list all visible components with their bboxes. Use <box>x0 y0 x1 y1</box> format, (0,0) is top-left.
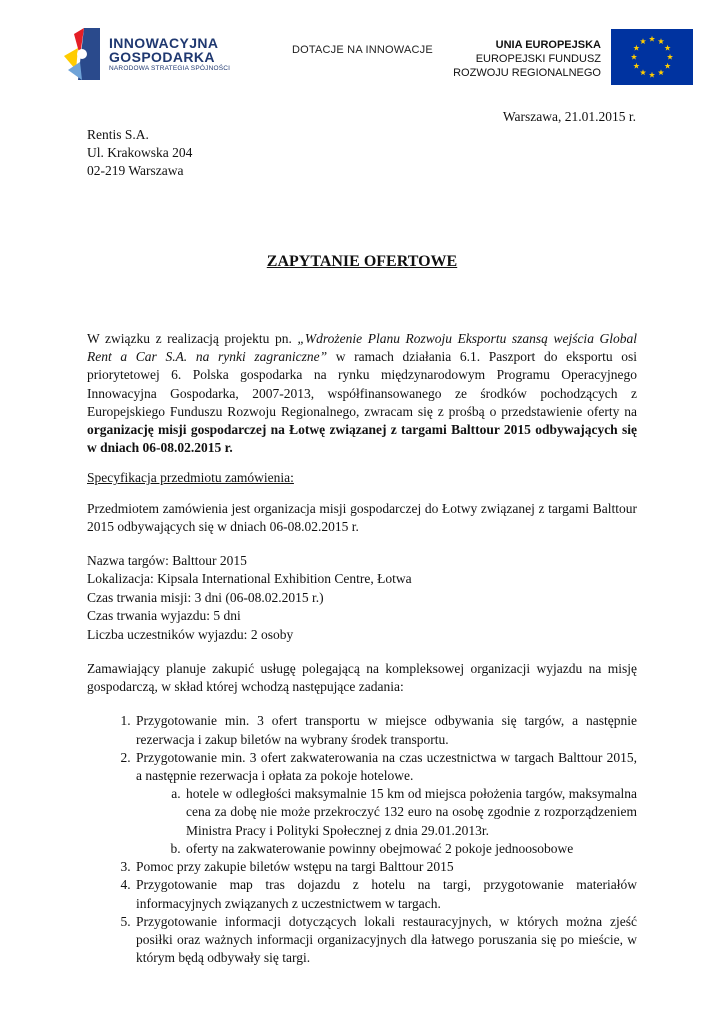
eu-line2: EUROPEJSKI FUNDUSZ <box>475 53 601 65</box>
intro-paragraph <box>87 330 637 457</box>
innowacyjna-gospodarka-text <box>109 36 230 74</box>
subtask-list <box>136 785 637 858</box>
tasks-list <box>87 712 637 967</box>
task-item: 1. Przygotowanie min. 3 ofert transportu w miejsce odbywania się targów, a następnie rezerwacja i zakup biletów na wybrany środek transportu. <box>134 712 637 748</box>
detail-item: Czas trwania wyjazdu: 5 dni <box>87 608 241 624</box>
subtask-item: a. hotele w odległości maksymalnie 15 km od miejsca położenia targów, maksymalna cena za dobę nie może przekroczyć 132 euro na osobę zgodnie z rozporządzeniem Ministra Pracy i Polityki Społecznej z dnia 29.01.2013r. <box>184 785 637 840</box>
plan-paragraph: Zamawiający planuje zakupić usługę polegającą na kompleksowej organizacji wyjazdu na misję gospodarczą, w skład której wchodzą następujące zadania: <box>87 661 637 695</box>
letter-body <box>87 330 637 967</box>
letterhead <box>0 0 724 100</box>
address-line: 02-219 Warszawa <box>87 163 184 178</box>
details-list <box>87 552 637 644</box>
subtask-item: b. oferty na zakwaterowanie powinny obejmować 2 pokoje jednoosobowe <box>184 840 637 858</box>
detail-item: Nazwa targów: Balttour 2015 <box>87 553 247 569</box>
detail-item: Lokalizacja: Kipsala International Exhibition Centre, Łotwa <box>87 571 412 587</box>
spec-heading: Specyfikacja przedmiotu zamówienia: <box>87 470 294 486</box>
address-line: Rentis S.A. <box>87 127 149 142</box>
task-item: 2. Przygotowanie min. 3 ofert zakwaterowania na czas uczestnictwa w targach Balttour 2015, a następnie rezerwacja i opłata za pokoje hotelowe. a. hotele w odległości maksymalnie 15 km od miejsca położenia targów, maksymalna cena za dobę nie może przekroczyć 132 euro na osobę zgodnie z rozporządzeniem Ministra Pracy i Polityki Społecznej z dnia 29.01.2013r. b. oferty na zakwaterowanie powinny obejmować 2 pokoje jednoosobowe <box>134 749 637 858</box>
project-name: „Wdrożenie Planu Rozwoju Eksportu szansą wejścia Global Rent a Car S.A. na rynki zagraniczne” <box>87 331 637 365</box>
innowacyjna-gospodarka-logo-icon <box>62 26 102 82</box>
eu-flag-icon <box>611 29 693 85</box>
task-item: 4. Przygotowanie map tras dojazdu z hotelu na targi, przygotowanie materiałów informacyjnych związanych z uczestnictwem w targach. <box>134 876 637 912</box>
ig-line3: NARODOWA STRATEGIA SPÓJNOŚCI <box>109 65 231 72</box>
task-item: 3. Pomoc przy zakupie biletów wstępu na targi Balttour 2015 <box>134 858 637 876</box>
recipient-address <box>87 126 192 180</box>
eu-text <box>453 38 601 80</box>
intro-bold: organizację misji gospodarczej na Łotwę związanej z targami Balttour 2015 odbywających się w dniach 06-08.02.2015 r. <box>87 422 637 456</box>
address-line: Ul. Krakowska 204 <box>87 145 193 160</box>
eu-line3: ROZWOJU REGIONALNEGO <box>453 67 601 79</box>
task-item: 5. Przygotowanie informacji dotyczących lokali restauracyjnych, w których można zjeść posiłki oraz ważnych informacji organizacyjnych dla łatwego poruszania się po mieście, w którym będą odbywały się targi. <box>134 913 637 968</box>
eu-line1: UNIA EUROPEJSKA <box>495 39 601 51</box>
detail-item: Liczba uczestników wyjazdu: 2 osoby <box>87 626 294 642</box>
intro-text-1: W związku z realizacją projektu pn. <box>87 331 298 346</box>
letter-date: Warszawa, 21.01.2015 r. <box>502 109 636 124</box>
detail-item: Czas trwania misji: 3 dni (06-08.02.2015 r.) <box>87 589 324 605</box>
ig-line2: GOSPODARKA <box>109 49 215 65</box>
document-title: ZAPYTANIE OFERTOWE <box>266 253 458 270</box>
spec-text: Przedmiotem zamówienia jest organizacja misji gospodarczej do Łotwy związanej z targami Balttour 2015 odbywających się w dniach 06-08.02.2015 r. <box>87 500 637 534</box>
intro-text-2: w ramach działania 6.1. Paszport do eksportu osi priorytetowej 6. Polska gospodarka na rynku międzynarodowym Programu Operacyjnego Innowacyjna Gospodarka, 2007-2013, współfinansowanego ze środków pochodzących z Europejskiego Funduszu Rozwoju Regionalnego, zwracam się z prośbą o przedstawienie oferty na <box>87 349 637 419</box>
ig-line1: INNOWACYJNA <box>109 35 219 51</box>
dotacje-heading: DOTACJE NA INNOWACJE <box>292 44 433 56</box>
